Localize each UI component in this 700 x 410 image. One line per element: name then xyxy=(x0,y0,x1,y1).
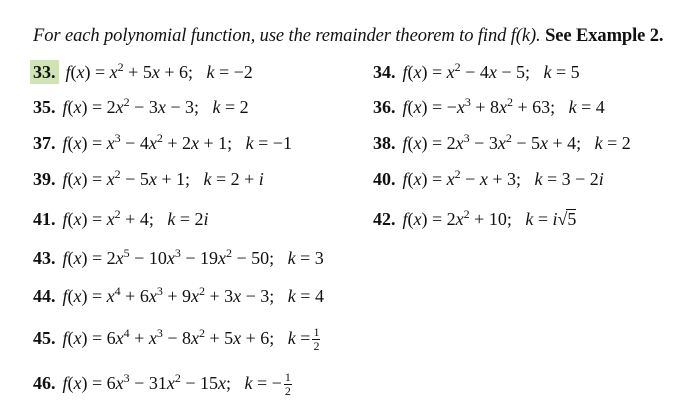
problem-number: 42. xyxy=(373,209,396,229)
problem-number: 44. xyxy=(33,286,56,306)
instructions-text: For each polynomial function, use the remainder theorem to find f(k). xyxy=(33,26,541,46)
problem-37 xyxy=(33,131,292,155)
problem-number: 38. xyxy=(373,133,396,153)
problem-expression: $f(x) = x^2 - 5x + 1$; k = 2 + i xyxy=(62,167,264,189)
problem-46 xyxy=(33,370,292,399)
problem-expression: $f(x) = 2x^3 - 3x^2 - 5x + 4$; k = 2 xyxy=(402,131,631,153)
problem-expression: $f(x) = x^2 - 4x - 5$; k = 5 xyxy=(402,60,580,82)
problem-44 xyxy=(33,284,324,308)
problem-expression: $f(x) = x^4 + 6x^3 + 9x^2 + 3x - 3$; k = 4 xyxy=(62,284,324,306)
problem-expression: $f(x) = x^2 + 5x + 6$; k = −2 xyxy=(65,60,253,82)
problem-number: 45. xyxy=(33,328,56,348)
problem-33 xyxy=(33,60,253,84)
problem-number: 35. xyxy=(33,97,56,117)
problem-number: 43. xyxy=(33,248,56,268)
problem-45 xyxy=(33,325,320,354)
problem-number: 34. xyxy=(373,62,396,82)
problem-34 xyxy=(373,60,580,84)
example-reference: See Example 2. xyxy=(545,26,664,46)
problem-number: 40. xyxy=(373,169,396,189)
problem-38 xyxy=(373,131,631,155)
problem-number: 39. xyxy=(33,169,56,189)
problem-number: 37. xyxy=(33,133,56,153)
problem-number: 36. xyxy=(373,97,396,117)
problem-expression: $f(x) = 6x^3 - 31x^2 - 15x$; k = − $\frac{1}{2}$ xyxy=(62,370,291,399)
problem-number: 41. xyxy=(33,209,56,229)
problem-36 xyxy=(373,95,605,119)
problem-35 xyxy=(33,95,249,119)
problem-number: 46. xyxy=(33,373,56,393)
problem-expression: $f(x) = 6x^4 + x^3 - 8x^2 + 5x + 6$; k = $\frac{1}{2}$ xyxy=(62,325,320,354)
problem-40 xyxy=(373,167,604,191)
problem-expression: $f(x) = 2x^2 - 3x - 3$; k = 2 xyxy=(62,95,249,117)
problem-expression: $f(x) = 2x^5 - 10x^3 - 19x^2 - 50$; k = 3 xyxy=(62,246,324,268)
problem-39 xyxy=(33,167,264,191)
problem-expression: $f(x) = 2x^2 + 10$; k = i√5 xyxy=(402,207,577,229)
problem-number: 33. xyxy=(30,60,59,84)
instructions xyxy=(33,26,663,47)
problem-expression: $f(x) = x^3 - 4x^2 + 2x + 1$; k = −1 xyxy=(62,131,292,153)
problem-expression: $f(x) = x^2 - x + 3$; k = 3 − 2i xyxy=(402,167,604,189)
problem-41 xyxy=(33,207,209,231)
problem-42 xyxy=(373,207,576,231)
problem-expression: $f(x) = x^2 + 4$; k = 2i xyxy=(62,207,209,229)
problem-expression: $f(x) = -x^3 + 8x^2 + 63$; k = 4 xyxy=(402,95,605,117)
problem-43 xyxy=(33,246,324,270)
